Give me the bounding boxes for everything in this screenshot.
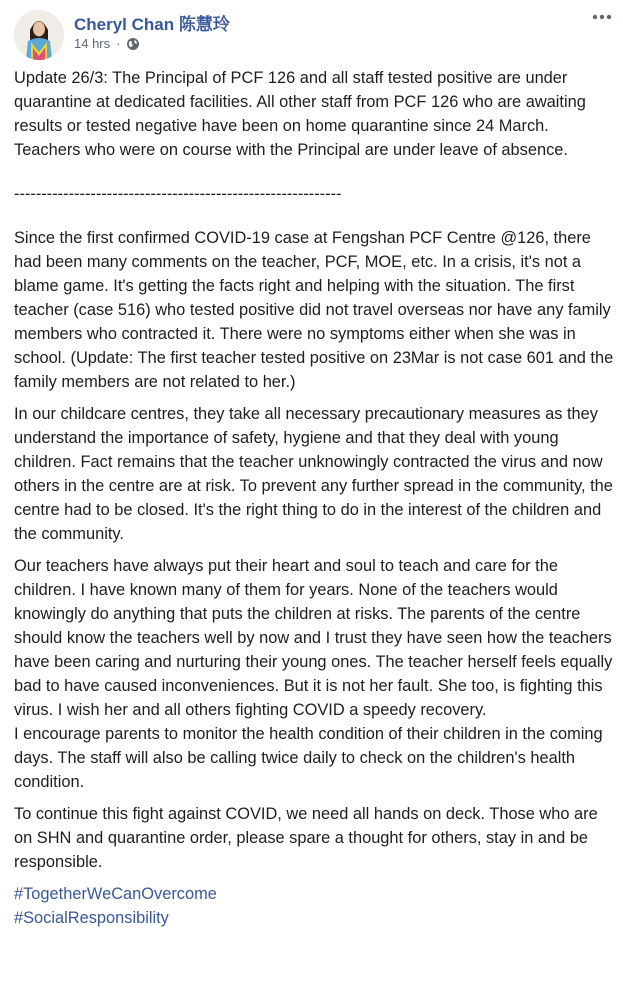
more-horizontal-icon[interactable] [590, 8, 614, 26]
hashtag-together-we-can-overcome[interactable]: #TogetherWeCanOvercome [14, 885, 217, 903]
text-divider: ------------------------------------------------------------ [14, 185, 342, 203]
post-paragraph-since: Since the first confirmed COVID-19 case at Fengshan PCF Centre @126, there had been many comments on the teacher, PCF, MOE, etc. In a crisis, it's not a blame game. It's getting the facts right and helping with the situation. The first teacher (case 516) who tested positive did not travel overseas nor have any family members who contracted it. There were no symptoms either when she was in school. (Update: The first teacher tested positive on 23Mar is not case 601 and the family members are not related to her.) [14, 229, 614, 391]
post-paragraph-update: Update 26/3: The Principal of PCF 126 and all staff tested positive are under quarantine at dedicated facilities. All other staff from PCF 126 who are awaiting results or tested negative have been on home quarantine since 24 March. Teachers who were on course with the Principal are under leave of absence. [14, 69, 586, 159]
post-header [14, 8, 614, 60]
hashtag-social-responsibility[interactable]: #SocialResponsibility [14, 909, 169, 927]
post-paragraph-teachers: Our teachers have always put their heart and soul to teach and care for the children. I have known many of them for years. None of the teachers would knowingly do anything that puts the children at risks. The parents of the centre should know the teachers well by now and I trust they have seen how the teachers have been caring and nurturing their young ones. The teacher herself feels equally bad to have caused inconveniences. But it is not her fault. She too, is fighting this virus. I wish her and all others fighting COVID a speedy recovery. [14, 557, 613, 719]
timestamp[interactable]: 14 hrs [74, 36, 111, 51]
author-name[interactable]: Cheryl Chan 陈慧玲 [74, 15, 230, 34]
meta-separator: · [116, 36, 121, 51]
post-paragraph-fight: To continue this fight against COVID, we need all hands on deck. Those who are on SHN and quarantine order, please spare a thought for others, stay in and be responsible. [14, 805, 598, 871]
post-paragraph-parents: I encourage parents to monitor the health condition of their children in the coming days. The staff will also be calling twice daily to check on the children's health condition. [14, 725, 603, 791]
avatar-photo [14, 10, 64, 60]
globe-icon[interactable] [126, 37, 140, 51]
post-paragraph-childcare: In our childcare centres, they take all necessary precautionary measures as they understand the importance of safety, hygiene and that they deal with young children. Fact remains that the teacher unknowingly contracted the virus and now others in the centre are at risk. To prevent any further spread in the community, the centre had to be closed. It's the right thing to do in the interest of the children and the community. [14, 405, 613, 543]
post-content [14, 66, 614, 930]
avatar[interactable] [14, 10, 64, 60]
post-meta [74, 36, 140, 51]
